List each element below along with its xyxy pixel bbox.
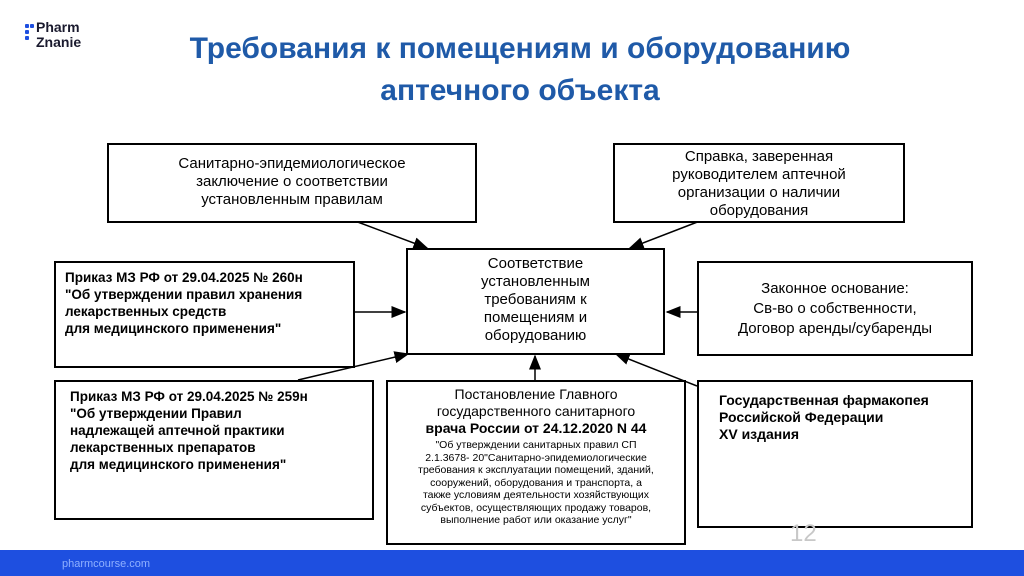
order259-line-5: для медицинского применения" [70, 457, 287, 472]
order260-line-1: Приказ МЗ РФ от 29.04.2025 № 260н [65, 270, 303, 285]
resolution-detail-6: субъектов, осуществляющих продажу товаров, [420, 501, 652, 514]
resolution-heading-3: врача России от 24.12.2020 N 44 [425, 420, 647, 436]
resolution-detail-5: также условиям деятельности хозяйствующих [422, 489, 650, 501]
slide-number: 12 [790, 520, 817, 547]
resolution-detail-4: сооружений, оборудования и транспорта, а [430, 476, 642, 489]
legal-line-3: Договор аренды/субаренды [737, 320, 933, 337]
sanitary-line-3: установленным правилам [201, 191, 383, 208]
title-line-2: аптечного объекта [380, 74, 660, 107]
equipment-certificate-box [613, 143, 905, 223]
sanitary-conclusion-box [107, 143, 477, 223]
resolution-detail-1: "Об утверждении санитарных правил СП [435, 439, 637, 451]
resolution-detail-7: выполнение работ или оказание услуг" [440, 514, 632, 526]
order260-line-4: для медицинского применения" [65, 321, 282, 336]
order259-line-2: "Об утверждении Правил [70, 406, 242, 421]
footer-bar [0, 550, 1024, 576]
certificate-line-3: организации о наличии [677, 184, 841, 201]
resolution-heading-1: Постановление Главного [454, 386, 618, 402]
resolution-heading-2: государственного санитарного [436, 403, 636, 419]
resolution-detail-2: 2.1.3678- 20"Санитарно-эпидемиологические [425, 451, 647, 464]
sanitary-line-1: Санитарно-эпидемиологическое [178, 155, 406, 172]
logo-line-1: Pharm [36, 19, 80, 35]
central-line-2: установленным [481, 273, 590, 290]
arrow-sanitary-to-center [355, 221, 427, 248]
pharmacopoeia-line-1: Государственная фармакопея [719, 392, 929, 408]
logo-line-2: Znanie [36, 34, 82, 50]
page-title [140, 28, 900, 112]
central-line-3: требованиям к [484, 291, 587, 308]
order259-line-4: лекарственных препаратов [70, 440, 256, 455]
pharmacopoeia-line-2: Российской Федерации [719, 409, 884, 425]
title-line-1: Требования к помещениям и оборудованию [189, 32, 851, 65]
order-260n-box [54, 261, 355, 368]
order260-line-2: "Об утверждении правил хранения [65, 287, 303, 302]
logo-text [36, 20, 81, 50]
order259-line-1: Приказ МЗ РФ от 29.04.2025 № 259н [70, 389, 308, 404]
central-line-1: Соответствие [487, 255, 584, 272]
central-line-4: помещениям и [483, 309, 588, 326]
pharmacopoeia-box [697, 380, 973, 528]
certificate-line-4: оборудования [709, 202, 809, 219]
order259-line-3: надлежащей аптечной практики [70, 423, 285, 438]
certificate-line-2: руководителем аптечной [672, 166, 846, 183]
sanitary-resolution-box [386, 380, 686, 545]
resolution-details [392, 439, 680, 527]
logo-mark-icon [25, 24, 35, 46]
legal-line-2: Св-во о собственности, [753, 300, 917, 317]
order260-line-3: лекарственных средств [65, 304, 227, 319]
footer-website: pharmcourse.com [62, 558, 151, 570]
arrow-certificate-to-center [630, 221, 700, 248]
pharmacopoeia-line-3: XV издания [719, 426, 800, 442]
central-compliance-box [406, 248, 665, 355]
legal-basis-box [697, 261, 973, 356]
sanitary-line-2: заключение о соответствии [196, 173, 388, 190]
order-259n-box [54, 380, 374, 520]
central-line-5: оборудованию [484, 327, 587, 344]
pharmznanie-logo [25, 20, 105, 60]
resolution-detail-3: требования к эксплуатации помещений, зданий, [418, 464, 654, 476]
legal-line-1: Законное основание: [761, 280, 909, 297]
certificate-line-1: Справка, заверенная [684, 148, 834, 165]
